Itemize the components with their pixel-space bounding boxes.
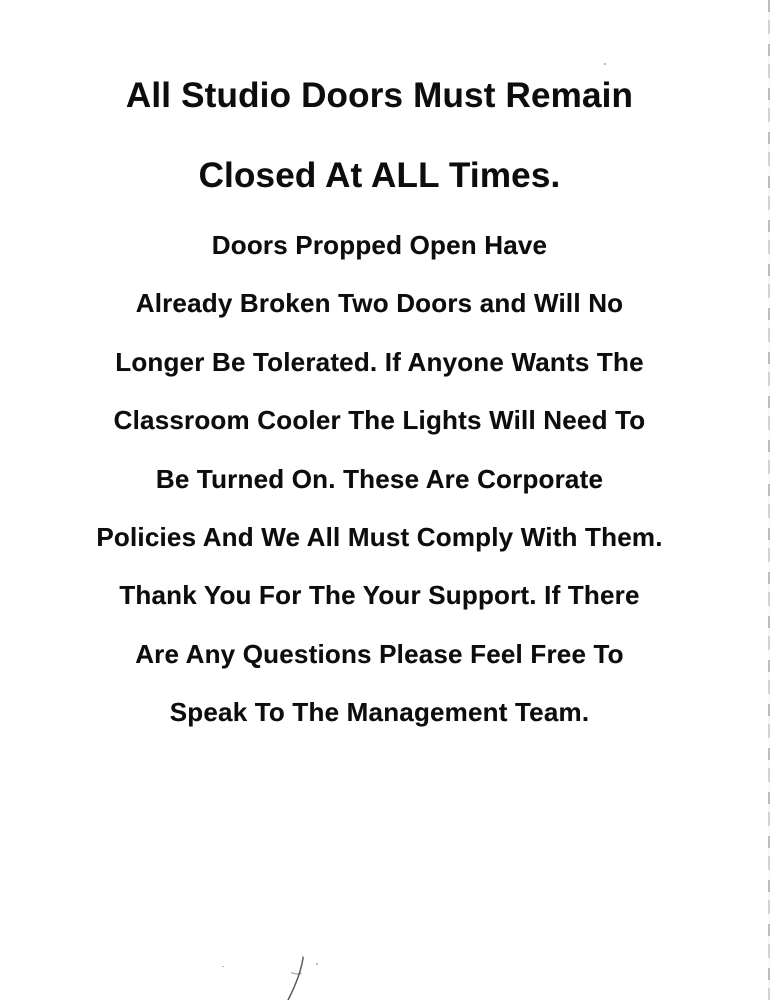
scanner-edge-line-artifact — [768, 0, 770, 1000]
sign-heading-line-1: All Studio Doors Must Remain — [125, 76, 634, 115]
toner-speck — [316, 963, 318, 965]
sign-heading-line-2: Closed At ALL Times. — [198, 156, 561, 195]
sign-body-line-6: Policies And We All Must Comply With Them. — [96, 522, 663, 552]
sign-body-line-4: Classroom Cooler The Lights Will Need To — [113, 405, 646, 435]
sign-body-line-8: Are Any Questions Please Feel Free To — [135, 639, 624, 669]
stray-pen-stroke — [262, 952, 332, 1000]
sign-body-line-7: Thank You For The Your Support. If There — [119, 580, 640, 610]
toner-speck — [222, 966, 224, 967]
sign-body-line-9: Speak To The Management Team. — [169, 697, 590, 727]
sign-body-line-1: Doors Propped Open Have — [211, 230, 548, 260]
sign-body-line-5: Be Turned On. These Are Corporate — [155, 464, 604, 494]
sign-body-line-3: Longer Be Tolerated. If Anyone Wants The — [115, 347, 644, 377]
toner-speck — [604, 63, 606, 65]
sign-body-line-2: Already Broken Two Doors and Will No — [135, 288, 624, 318]
